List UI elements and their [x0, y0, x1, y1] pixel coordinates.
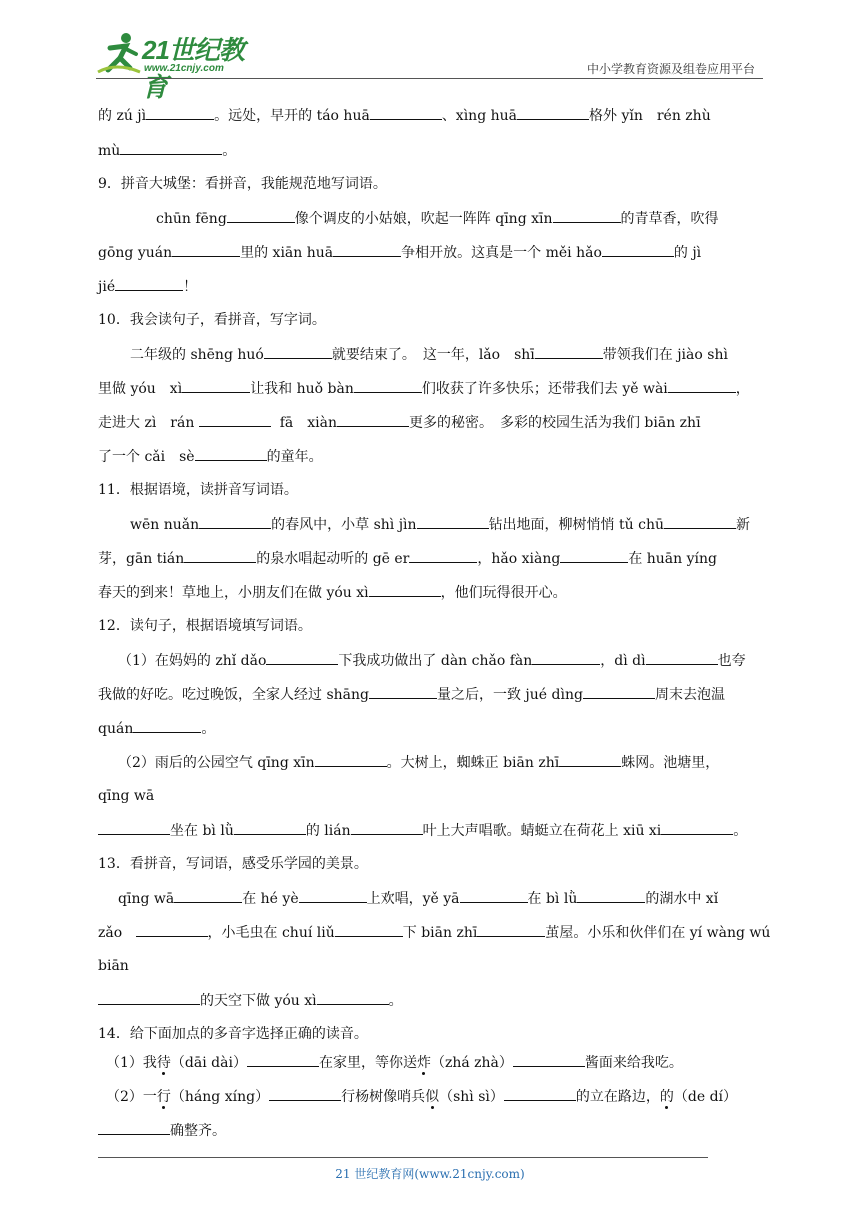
text: 周末去泡温: [654, 687, 725, 703]
q10-line-1: [130, 344, 728, 365]
text: （shì sì）: [439, 1089, 504, 1105]
answer-blank[interactable]: [136, 922, 208, 937]
q12-line-4: [118, 752, 719, 773]
text: 带领我们在 jiào shì: [602, 347, 728, 363]
text: 、xìng huā: [441, 108, 517, 124]
text: 春天的到来！草地上，小朋友们在做 yóu xì: [98, 585, 369, 601]
answer-blank[interactable]: [664, 514, 736, 529]
answer-blank[interactable]: [532, 650, 600, 665]
text: 二年级的 shēng huó: [130, 347, 264, 363]
answer-blank[interactable]: [264, 344, 332, 359]
text: fā xiàn: [279, 415, 337, 431]
q13-line-3: biān: [98, 958, 129, 974]
text: 的童年。: [266, 449, 323, 465]
q11-line-2: [98, 548, 717, 569]
text: 让我和 huǒ bàn: [250, 381, 354, 397]
answer-blank[interactable]: [460, 888, 528, 903]
text: 在 huān yíng: [628, 551, 717, 567]
answer-blank[interactable]: [513, 1052, 585, 1067]
answer-blank[interactable]: [335, 922, 403, 937]
answer-blank[interactable]: [199, 412, 271, 427]
answer-blank[interactable]: [337, 412, 409, 427]
text: （1）在妈妈的 zhǐ dǎo: [118, 653, 267, 669]
answer-blank[interactable]: [199, 514, 271, 529]
q12-line-5: qīng wā: [98, 788, 155, 804]
q11-line-1: [130, 514, 750, 535]
answer-blank[interactable]: [354, 378, 422, 393]
q13-line-4: [98, 990, 403, 1011]
text: 新: [735, 517, 750, 533]
text: 走进大 zì rán: [98, 415, 195, 431]
answer-blank[interactable]: [146, 105, 214, 120]
answer-blank[interactable]: [559, 752, 621, 767]
q9-line-2: [98, 140, 236, 161]
text: quán: [98, 721, 134, 737]
text: ！: [183, 279, 198, 295]
answer-blank[interactable]: [266, 650, 338, 665]
text: gōng yuán: [98, 245, 173, 261]
answer-blank[interactable]: [668, 378, 736, 393]
answer-blank[interactable]: [517, 105, 589, 120]
answer-blank[interactable]: [182, 378, 250, 393]
text: ，hǎo xiàng: [477, 551, 561, 567]
page-header: [0, 0, 860, 102]
text: 的天空下做 yóu xì: [200, 993, 317, 1009]
answer-blank[interactable]: [315, 752, 387, 767]
q10-title: 10．我会读句子，看拼音，写字词。: [98, 312, 326, 328]
logo-url: www.21cnjy.com: [144, 63, 224, 74]
site-logo: [96, 30, 266, 102]
text: 确整齐。: [170, 1123, 226, 1139]
text: 。大树上，蜘蛛正 biān zhī: [386, 755, 560, 771]
text: 更多的秘密。 多彩的校园生活为我们 biān zhī: [408, 415, 701, 431]
text: 下 biān zhī: [402, 925, 478, 941]
q10-line-4: [98, 446, 323, 467]
text: 酱面来给我吃。: [584, 1055, 683, 1071]
answer-blank[interactable]: [646, 650, 718, 665]
answer-blank[interactable]: [174, 888, 242, 903]
q12-line-1: [118, 650, 746, 671]
text: 。: [222, 143, 237, 159]
text: 的泉水唱起动听的 gē er: [256, 551, 410, 567]
q9-line-1: [98, 105, 711, 126]
text: 茧屋。小乐和伙伴们在 yí wàng wú: [545, 925, 771, 941]
text: 。: [733, 823, 748, 839]
text: 。: [201, 721, 216, 737]
answer-blank[interactable]: [577, 888, 645, 903]
text: 行杨树像哨兵: [341, 1089, 426, 1105]
text: 的湖水中 xǐ: [645, 891, 719, 907]
text: 量之后，一致 jué dìng: [436, 687, 583, 703]
answer-blank[interactable]: [417, 514, 489, 529]
answer-blank[interactable]: [560, 548, 628, 563]
text: 芽，gān tián: [98, 551, 185, 567]
q13-title: 13．看拼音，写词语，感受乐学园的美景。: [98, 856, 368, 872]
text: wēn nuǎn: [130, 517, 200, 533]
answer-blank[interactable]: [351, 820, 423, 835]
text: 争相开放。这真是一个 měi hǎo: [401, 245, 602, 261]
q10-line-2: [98, 378, 750, 399]
answer-blank[interactable]: [535, 344, 603, 359]
text: 的 zú jì: [98, 108, 147, 124]
logo-text: 21世纪教育: [142, 35, 244, 102]
platform-title: 中小学教育资源及组卷应用平台: [586, 62, 755, 76]
q14-line-3: [98, 1120, 226, 1141]
text: 里做 yóu xì: [98, 381, 183, 397]
answer-blank[interactable]: [234, 820, 306, 835]
running-man-icon: [96, 32, 142, 76]
text: 。: [388, 993, 403, 1009]
answer-blank[interactable]: [661, 820, 733, 835]
text: （dāi dài）: [170, 1055, 247, 1071]
answer-blank[interactable]: [98, 990, 200, 1005]
text: 在 hé yè: [242, 891, 299, 907]
dotted-char: 行: [156, 1089, 171, 1105]
dotted-char: 待: [156, 1055, 171, 1071]
text: 坐在 bì lǜ: [170, 823, 234, 839]
q11-line-3: [98, 582, 567, 603]
answer-blank[interactable]: [583, 684, 655, 699]
text: jié: [98, 279, 116, 295]
dotted-char: 炸: [416, 1055, 431, 1071]
text: 蛛网。池塘里，: [621, 755, 720, 771]
answer-blank[interactable]: [195, 446, 267, 461]
answer-blank[interactable]: [98, 1120, 170, 1135]
q12-line-3: [98, 718, 215, 739]
q14-line-1: [106, 1052, 683, 1073]
answer-blank[interactable]: [409, 548, 477, 563]
text: （de dí）: [673, 1089, 738, 1105]
answer-blank[interactable]: [369, 684, 437, 699]
answer-blank[interactable]: [553, 208, 621, 223]
q12-line-2: [98, 684, 725, 705]
answer-blank[interactable]: [184, 548, 256, 563]
text: 格外 yǐn rén zhù: [589, 108, 711, 124]
q11-title: 11．根据语境，读拼音写词语。: [98, 482, 298, 498]
q9-line-3: [156, 208, 719, 229]
answer-blank[interactable]: [115, 276, 183, 291]
text: qīng wā: [118, 891, 175, 907]
answer-blank[interactable]: [120, 140, 222, 155]
text: chūn fēng: [156, 211, 227, 227]
text: 下我成功做出了 dàn chǎo fàn: [338, 653, 533, 669]
header-divider: [96, 78, 763, 79]
q14-title: 14．给下面加点的多音字选择正确的读音。: [98, 1026, 368, 1042]
text: 我做的好吃。吃过晚饭，全家人经过 shāng: [98, 687, 369, 703]
q12-line-6: [98, 820, 747, 841]
answer-blank[interactable]: [477, 922, 545, 937]
answer-blank[interactable]: [172, 242, 240, 257]
answer-blank[interactable]: [333, 242, 401, 257]
q13-line-1: [118, 888, 718, 909]
text: 叶上大声唱歌。蜻蜓立在荷花上 xiū xi: [422, 823, 662, 839]
text: 的春风中，小草 shì jìn: [271, 517, 417, 533]
text: （1）我: [106, 1055, 157, 1071]
footer-divider: [98, 1157, 708, 1158]
answer-blank[interactable]: [602, 242, 674, 257]
answer-blank[interactable]: [504, 1086, 576, 1101]
text: 钻出地面，柳树悄悄 tǔ chū: [488, 517, 664, 533]
text: 的立在路边，: [575, 1089, 660, 1105]
q9-title: 9．拼音大城堡：看拼音，我能规范地写词语。: [98, 176, 387, 192]
text: （háng xíng）: [170, 1089, 270, 1105]
text: 。远处，早开的 táo huā: [214, 108, 370, 124]
answer-blank[interactable]: [98, 820, 170, 835]
answer-blank[interactable]: [369, 582, 441, 597]
text: （2）雨后的公园空气 qīng xīn: [118, 755, 315, 771]
footer-link[interactable]: 21 世纪教育网(www.21cnjy.com): [335, 1167, 525, 1181]
text: 了一个 cǎi sè: [98, 449, 195, 465]
q12-title: 12．读句子，根据语境填写词语。: [98, 618, 312, 634]
text: 们收获了许多快乐；还带我们去 yě wài: [421, 381, 668, 397]
text: ，小毛虫在 chuí liǔ: [207, 925, 335, 941]
text: （2）一: [106, 1089, 157, 1105]
answer-blank[interactable]: [227, 208, 295, 223]
text: 上欢唱，yě yā: [366, 891, 460, 907]
text: 像个调皮的小姑娘，吹起一阵阵 qīng xīn: [294, 211, 553, 227]
answer-blank[interactable]: [269, 1086, 341, 1101]
text: （zhá zhà）: [430, 1055, 513, 1071]
answer-blank[interactable]: [299, 888, 367, 903]
text: 的 lián: [305, 823, 351, 839]
dotted-char: 的: [659, 1089, 674, 1105]
text: 的 jì: [673, 245, 702, 261]
dotted-char: 似: [425, 1089, 440, 1105]
text: 在家里，等你送: [318, 1055, 417, 1071]
text: 的青草香，吹得: [620, 211, 719, 227]
q14-line-2: [106, 1086, 737, 1107]
q13-line-2: [98, 922, 770, 943]
answer-blank[interactable]: [247, 1052, 319, 1067]
text: 也夸: [717, 653, 746, 669]
q9-line-5: [98, 276, 197, 297]
answer-blank[interactable]: [370, 105, 442, 120]
answer-blank[interactable]: [133, 718, 201, 733]
text: 在 bì lǜ: [527, 891, 578, 907]
text: ，: [735, 381, 750, 397]
text: zǎo: [98, 925, 123, 941]
text: 就要结束了。 这一年，lǎo shī: [331, 347, 535, 363]
q10-line-3: [98, 412, 701, 433]
answer-blank[interactable]: [317, 990, 389, 1005]
text: mù: [98, 143, 121, 159]
q9-line-4: [98, 242, 701, 263]
text: ，他们玩得很开心。: [440, 585, 567, 601]
text: 里的 xiān huā: [240, 245, 334, 261]
text: ，dì dì: [600, 653, 646, 669]
